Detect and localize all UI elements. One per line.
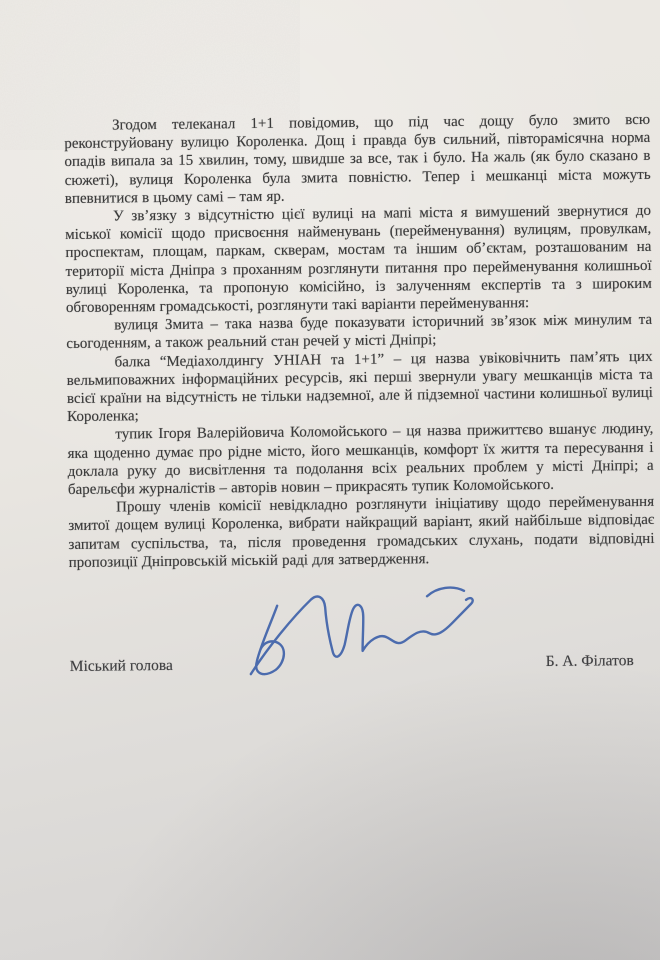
letter-paragraph: Згодом телеканал 1+1 повідомив, що під час дощу було змито всю реконструйовану вулицю Короленка. Дощ і правда був сильний, півторамісячна норма опадів випала за 15 хвилин, тому, швидше за все, так і було. На жаль (як було сказано в сюжеті), вулиця Короленка була змита повністю. Тепер і мешканці міста можуть впевнитися в цьому самі – там яр. xyxy=(64,111,651,207)
signoff-title: Міський голова xyxy=(69,656,173,676)
letter-paragraph: вулиця Змита – така назва буде показувати історичний зв’язок між минулим та сьогоденням, а також реальний стан речей у місті Дніпрі; xyxy=(66,312,653,353)
letter-paragraph: балка “Медіахолдингу УНІАН та 1+1” – ця назва увіковічнить пам’ять цих вельмиповажних інформаційних ресурсів, які перші звернули увагу мешканців міста та всієї країни на відсутність не тільки надземної, але й підземної частини колишньої вулиці Короленка; xyxy=(66,348,654,426)
signature-stroke xyxy=(256,606,285,674)
letter-paragraph: тупик Ігоря Валерійовича Коломойського – ця назва прижиттєво вшанує людину, яка щоденно думає про рідне місто, його мешканців, комфорт їх життя та пересування і доклала руку до висвітлення та подолання всіх реальних проблем у місті Дніпрі; а барельєфи журналістів – авторів новин – прикрасять тупик Коломойського. xyxy=(67,421,654,499)
signature-block xyxy=(70,652,656,676)
letter-paragraph: Прошу членів комісії невідкладно розглянути ініціативу щодо перейменування змитої дощем вулиці Короленка, вибрати найкращий варіант, який найбільше відповідає запитам суспільства, та, після проведення громадських слухань, подати відповідні пропозиції Дніпровській міській раді для затвердження. xyxy=(68,494,655,571)
signature-stroke xyxy=(427,587,464,596)
letter xyxy=(64,111,656,676)
signature-stroke xyxy=(250,595,473,674)
letter-body xyxy=(64,111,655,572)
signoff-name: Б. А. Філатов xyxy=(545,652,634,671)
signature-icon xyxy=(237,582,490,693)
letter-paragraph: У зв’язку з відсутністю цієї вулиці на мапі міста я вимушений звернутися до міської комісії щодо присвоєння найменувань (перейменування) вулицям, провулкам, проспектам, площам, паркам, скверам, мостам та іншим об’єктам, розташованим на території міста Дніпра з проханням розглянути питання про перейменування колишньої вулиці Короленка, та пропоную комісійно, із залученням експертів та з широким обговоренням громадськості, розглянути такі варіанти перейменування: xyxy=(65,202,652,317)
